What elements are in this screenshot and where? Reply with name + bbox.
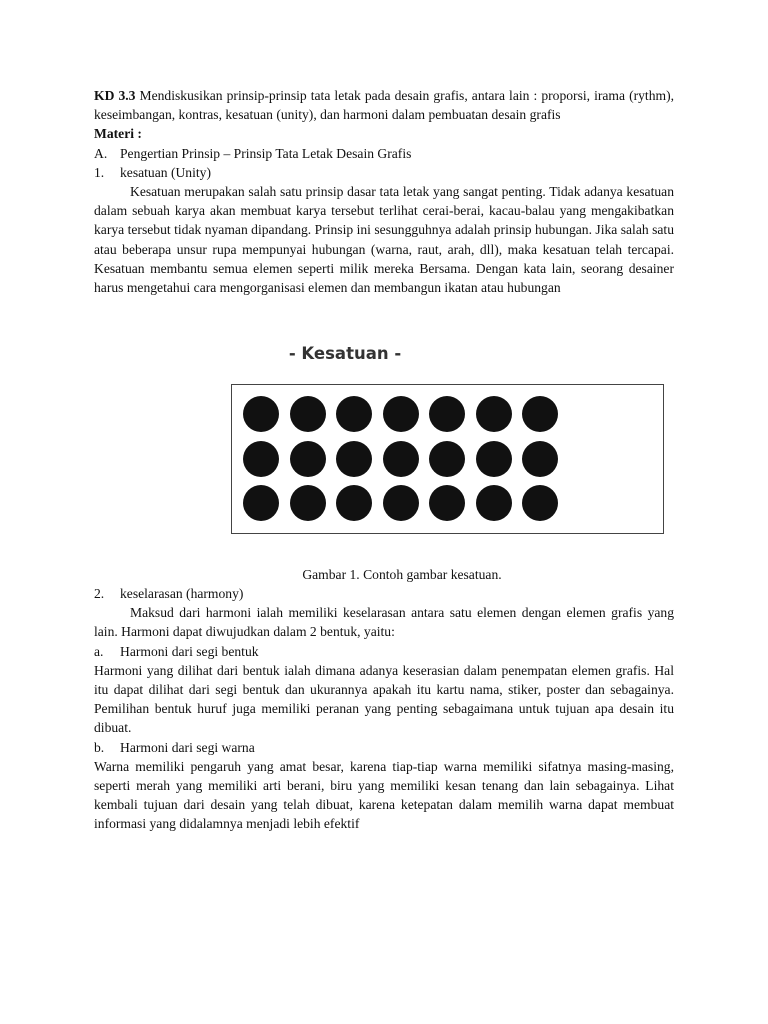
materi-heading: Materi : — [94, 126, 142, 142]
item-2-title: keselarasan (harmony) — [120, 586, 244, 601]
unity-dot — [290, 441, 326, 477]
sub-a-heading — [94, 642, 674, 661]
sub-b-number: b. — [94, 739, 105, 755]
item-1-heading — [94, 163, 674, 182]
unity-dot — [290, 396, 326, 432]
unity-dot — [429, 396, 465, 432]
document-page — [94, 86, 675, 832]
unity-dot — [290, 485, 326, 521]
sub-a-paragraph: Harmoni yang dilihat dari bentuk ialah dimana adanya keserasian dalam penempatan elemen grafis. Hal itu dapat dilihat dari segi bentuk dan ukurannya apakah itu kartu nama, stiker, poster dan sebagainya. Pemilihan bentuk huruf juga memiliki peranan yang penting sebagaimana untuk tujuan apa desain itu dibuat. — [94, 662, 674, 736]
figure-caption: Gambar 1. Contoh gambar kesatuan. — [302, 567, 502, 582]
sub-a-title: Harmoni dari segi bentuk — [120, 643, 259, 659]
harmony-section — [94, 584, 674, 834]
dot-grid — [232, 385, 663, 533]
unity-dot — [429, 485, 465, 521]
section-a — [94, 144, 674, 163]
sub-b-heading — [94, 738, 674, 757]
kesatuan-figure — [231, 384, 664, 534]
unity-dot — [429, 441, 465, 477]
kesatuan-paragraph: Kesatuan merupakan salah satu prinsip dasar tata letak yang sangat penting. Tidak adanya kesatuan dalam sebuah karya akan membuat karya tersebut terlihat cerai-berai, kacau-balau yang mengakibatkan karya tersebut tidak nyaman dipandang. Prinsip ini sesungguhnya adalah prinsip hubungan. Jika salah satu atau beberapa unsur rupa mempunyai hubungan (warna, raut, arah, dll), maka kesatuan telah tercapai. Kesatuan membantu semua elemen seperti milik mereka Bersama. Dengan kata lain, seorang desainer harus mengetahui cara mengorganisasi elemen dan membangun ikatan atau hubungan — [94, 184, 674, 296]
unity-dot — [243, 441, 279, 477]
unity-dot — [243, 485, 279, 521]
item-2-heading — [94, 584, 674, 603]
unity-dot — [476, 441, 512, 477]
section-a-number: A. — [94, 145, 108, 161]
unity-dot — [522, 441, 558, 477]
kd-text: Mendiskusikan prinsip-prinsip tata letak pada desain grafis, antara lain : proporsi, irama (rythm), keseimbangan, kontras, kesatuan (unity), dan harmoni dalam pembuatan desain grafis — [94, 88, 675, 123]
unity-dot — [336, 396, 372, 432]
harmony-paragraph: Maksud dari harmoni ialah memiliki keselarasan antara satu elemen dengan elemen grafis yang lain. Harmoni dapat diwujudkan dalam 2 bentuk, yaitu: — [94, 605, 674, 640]
unity-dot — [383, 441, 419, 477]
item-1-number: 1. — [94, 164, 105, 180]
item-1-title: kesatuan (Unity) — [120, 164, 211, 180]
sub-a-number: a. — [94, 643, 104, 659]
unity-dot — [336, 441, 372, 477]
kd-label: KD 3.3 — [94, 88, 136, 103]
unity-dot — [243, 396, 279, 432]
sub-b-paragraph: Warna memiliki pengaruh yang amat besar, karena tiap-tiap warna memiliki sifatnya masing-masing, seperti merah yang memiliki arti berani, biru yang memiliki kesan tenang dan lain sebagainya. Lihat kembali tujuan dari desain yang telah dibuat, karena ketepatan dalam memilih warna dapat membuat informasi yang didalamnya menjadi lebih efektif — [94, 758, 674, 832]
item-2-number: 2. — [94, 586, 105, 601]
section-a-title: Pengertian Prinsip – Prinsip Tata Letak Desain Grafis — [120, 145, 412, 161]
unity-dot — [522, 396, 558, 432]
figure-title: - Kesatuan - — [288, 344, 402, 363]
unity-dot — [522, 485, 558, 521]
unity-dot — [336, 485, 372, 521]
sub-b-title: Harmoni dari segi warna — [120, 739, 255, 755]
unity-dot — [476, 396, 512, 432]
unity-dot — [383, 396, 419, 432]
kd-paragraph — [94, 86, 674, 124]
unity-dot — [476, 485, 512, 521]
unity-dot — [383, 485, 419, 521]
